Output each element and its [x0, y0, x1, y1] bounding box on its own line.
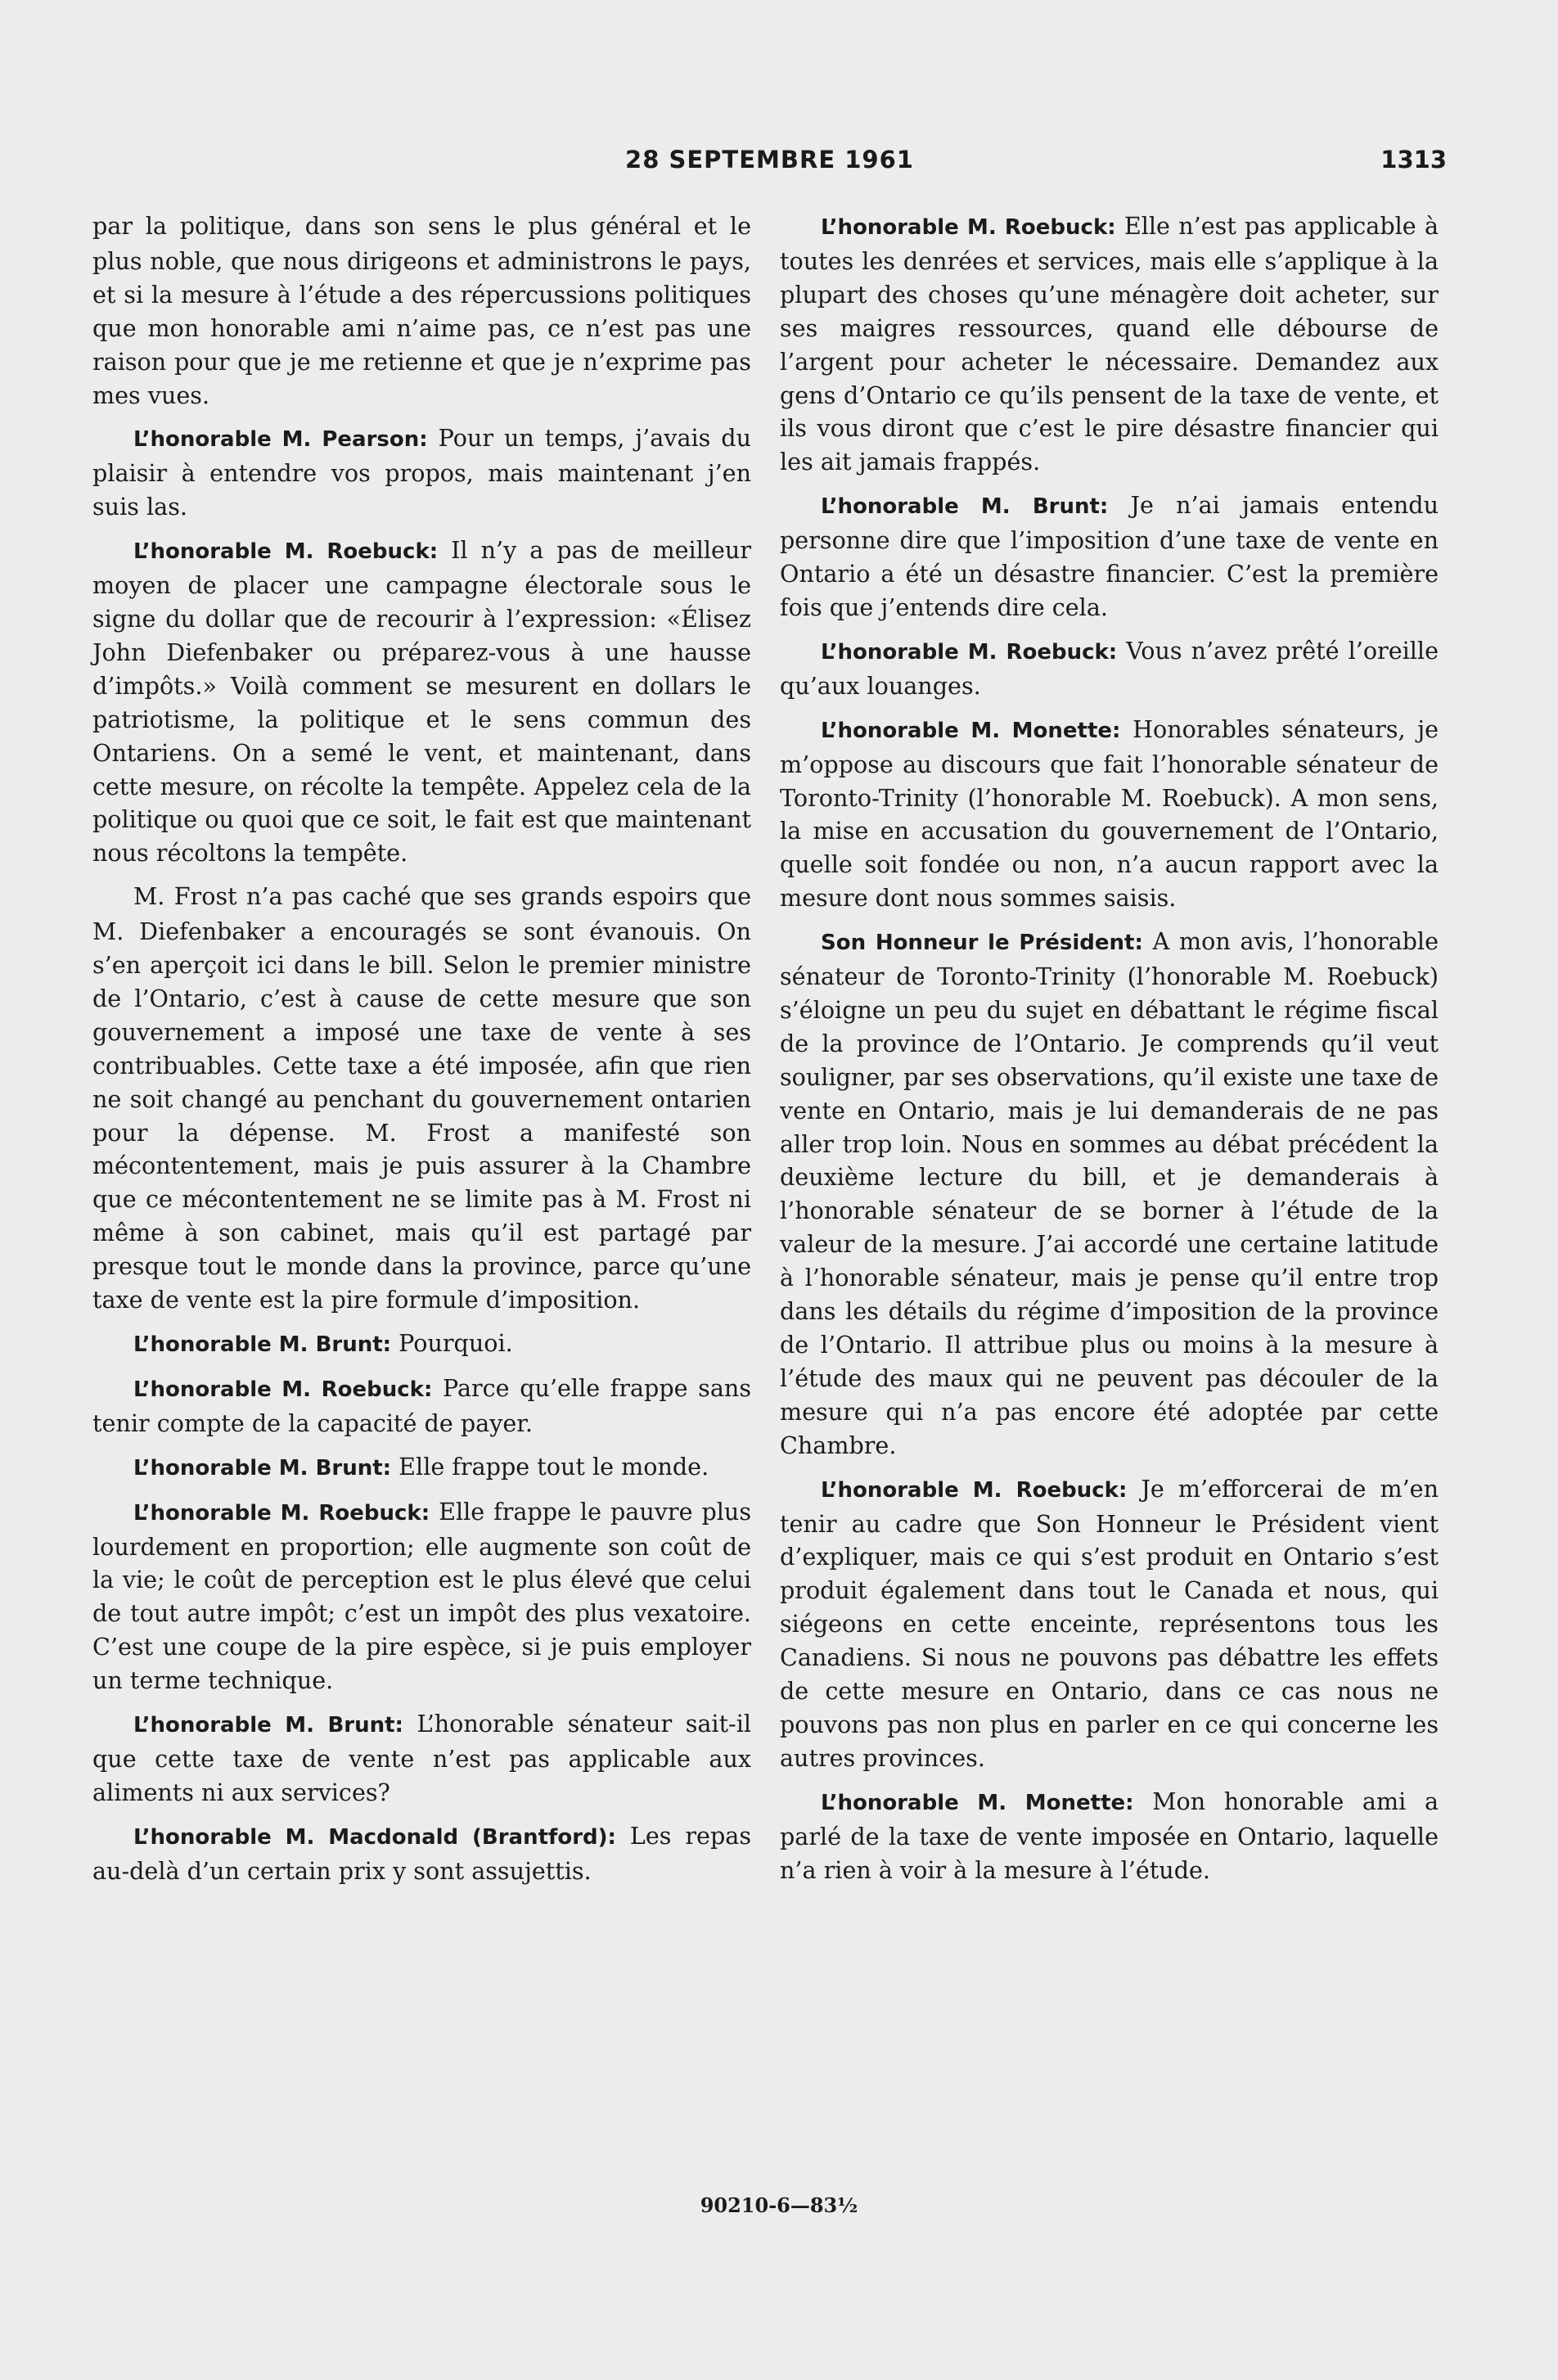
paragraph-text: Il n’y a pas de meilleur moyen de placer une campagne électorale sous le signe du dollar que de recourir à l’expression: «Élisez John Diefenbaker ou préparez-vous à une hausse d’impôts.» Voilà comment se mesurent en dollars le patriotisme, la politique et le sens commun des Ontariens. On a semé le vent, et maintenant, dans cette mesure, on récolte la tempête. Appelez cela de la politique ou quoi que ce soit, le fait est que maintenant nous récoltons la tempête.	[92, 536, 751, 868]
right-column	[780, 210, 1439, 1897]
paragraph	[92, 1495, 751, 1697]
paragraph	[92, 1450, 751, 1485]
page-number: 1313	[1380, 146, 1447, 174]
speaker-label: Son Honneur le Président:	[821, 931, 1143, 956]
paragraph-text: Elle n’est pas applicable à toutes les denrées et services, mais elle s’applique à la plupart des choses qu’une ménagère doit acheter, sur ses maigres ressources, quand elle débourse de l’argent pour acheter le nécessaire. Demandez aux gens d’Ontario ce qu’ils pensent de la taxe de vente, et ils vous diront que c’est le pire désastre financier qui les ait jamais frappés.	[780, 212, 1439, 476]
paragraph-text: Les repas au-delà d’un certain prix y sont assujettis.	[92, 1821, 752, 1885]
speaker-label: L’honorable M. Roebuck:	[133, 1377, 433, 1402]
paragraph-text: Je n’ai jamais entendu personne dire que l’imposition d’une taxe de vente en Ontario a été un désastre financier. C’est la première fois que j’entends dire cela.	[780, 491, 1439, 621]
page-footer-code: 90210-6—83½	[700, 2193, 858, 2217]
paragraph-text: Elle frappe tout le monde.	[399, 1452, 709, 1481]
paragraph-text: Vous n’avez prêté l’oreille qu’aux louanges.	[780, 636, 1439, 700]
speaker-label: L’honorable M. Pearson:	[133, 427, 428, 453]
paragraph-text: Pour un temps, j’avais du plaisir à entendre vos propos, mais maintenant j’en suis las.	[92, 424, 752, 521]
speaker-label: L’honorable M. Brunt:	[133, 1455, 392, 1481]
paragraph	[92, 534, 751, 870]
paragraph	[92, 880, 751, 1317]
speaker-label: L’honorable M. Roebuck:	[821, 639, 1118, 665]
paragraph	[92, 210, 751, 412]
paragraph	[780, 634, 1439, 703]
paragraph	[780, 925, 1439, 1463]
paragraph-text: Je m’efforcerai de m’en tenir au cadre que Son Honneur le Président vient d’expliquer, mais ce qui s’est produit en Ontario s’est produit également dans tout le Canada et nous, qui siégeons en cette enceinte, représentons tous les Canadiens. Si nous ne pouvons pas débattre les effets de cette mesure en Ontario, dans ce cas nous ne pouvons pas non plus en parler en ce qui concerne les autres provinces.	[780, 1474, 1439, 1772]
paragraph	[780, 210, 1439, 479]
page-date-title: 28 SEPTEMBRE 1961	[625, 146, 914, 174]
paragraph-text: par la politique, dans son sens le plus général et le plus noble, que nous dirigeons et administrons le pays, et si la mesure à l’étude a des répercussions politiques que mon honorable ami n’aime pas, ce n’est pas une raison pour que je me retienne et que je n’exprime pas mes vues.	[92, 212, 751, 409]
speaker-label: L’honorable M. Roebuck:	[821, 215, 1116, 240]
speaker-label: L’honorable M. Roebuck:	[133, 1500, 430, 1526]
paragraph	[92, 1707, 751, 1810]
paragraph-text: Elle frappe le pauvre plus lourdement en proportion; elle augmente son coût de la vie; le coût de perception est le plus élevé que celui de tout autre impôt; c’est un impôt des plus vexatoire. C’est une coupe de la pire espèce, si je puis employer un terme technique.	[92, 1497, 751, 1695]
paragraph	[92, 1372, 751, 1440]
speaker-label: L’honorable M. Roebuck:	[133, 539, 439, 565]
paragraph	[780, 1472, 1439, 1775]
paragraph-text: Parce qu’elle frappe sans tenir compte de la capacité de payer.	[92, 1373, 751, 1437]
paragraph-text: Mon honorable ami a parlé de la taxe de vente imposée en Ontario, laquelle n’a rien à voir à la mesure à l’étude.	[780, 1787, 1439, 1884]
paragraph-text: L’honorable sénateur sait-il que cette taxe de vente n’est pas applicable aux aliments ni aux services?	[92, 1710, 752, 1806]
paragraph	[780, 713, 1439, 915]
speaker-label: L’honorable M. Monette:	[821, 1790, 1134, 1815]
speaker-label: L’honorable M. Brunt:	[821, 494, 1109, 520]
speaker-label: L’honorable M. Brunt:	[133, 1332, 392, 1357]
left-column	[92, 210, 751, 1898]
page-header	[92, 146, 1447, 187]
paragraph	[92, 1819, 751, 1888]
paragraph-text: A mon avis, l’honorable sénateur de Toronto-Trinity (l’honorable M. Roebuck) s’éloigne un peu du sujet en débattant le régime fiscal de la province de l’Ontario. Je comprends qu’il veut souligner, par ses observations, qu’il existe une taxe de vente en Ontario, mais je lui demanderais de ne pas aller trop loin. Nous en sommes au débat précédent la deuxième lecture du bill, et je demanderais à l’honorable sénateur de se borner à l’étude de la valeur de la mesure. J’ai accordé une certaine latitude à l’honorable sénateur, mais je pense qu’il entre trop dans les détails du régime d’imposition de la province de l’Ontario. Il attribue plus ou moins à la mesure à l’étude des maux qui ne peuvent pas découler de la mesure qui n’a pas encore été adoptée par cette Chambre.	[780, 927, 1439, 1459]
paragraph-text: Pourquoi.	[399, 1329, 513, 1357]
speaker-label: L’honorable M. Roebuck:	[821, 1477, 1128, 1503]
paragraph	[780, 489, 1439, 624]
paragraph-text: M. Frost n’a pas caché que ses grands espoirs que M. Diefenbaker a encouragés se sont évanouis. On s’en aperçoit ici dans le bill. Selon le premier ministre de l’Ontario, c’est à cause de cette mesure que son gouvernement a imposé une taxe de vente à ses contribuables. Cette taxe a été imposée, afin que rien ne soit changé au penchant du gouvernement ontarien pour la dépense. M. Frost a manifesté son mécontentement, mais je puis assurer à la Chambre que ce mécontentement ne se limite pas à M. Frost ni même à son cabinet, mais qu’il est partagé par presque tout le monde dans la province, parce qu’une taxe de vente est la pire formule d’imposition.	[92, 882, 751, 1314]
paragraph	[92, 421, 751, 524]
paragraph	[92, 1327, 751, 1362]
speaker-label: L’honorable M. Brunt:	[133, 1713, 403, 1738]
paragraph	[780, 1785, 1439, 1887]
paragraph-text: Honorables sénateurs, je m’oppose au discours que fait l’honorable sénateur de Toronto-Trinity (l’honorable M. Roebuck). A mon sens, la mise en accusation du gouvernement de l’Ontario, quelle soit fondée ou non, n’a aucun rapport avec la mesure dont nous sommes saisis.	[780, 714, 1439, 913]
speaker-label: L’honorable M. Monette:	[821, 718, 1121, 743]
speaker-label: L’honorable M. Macdonald (Brantford):	[133, 1824, 616, 1850]
